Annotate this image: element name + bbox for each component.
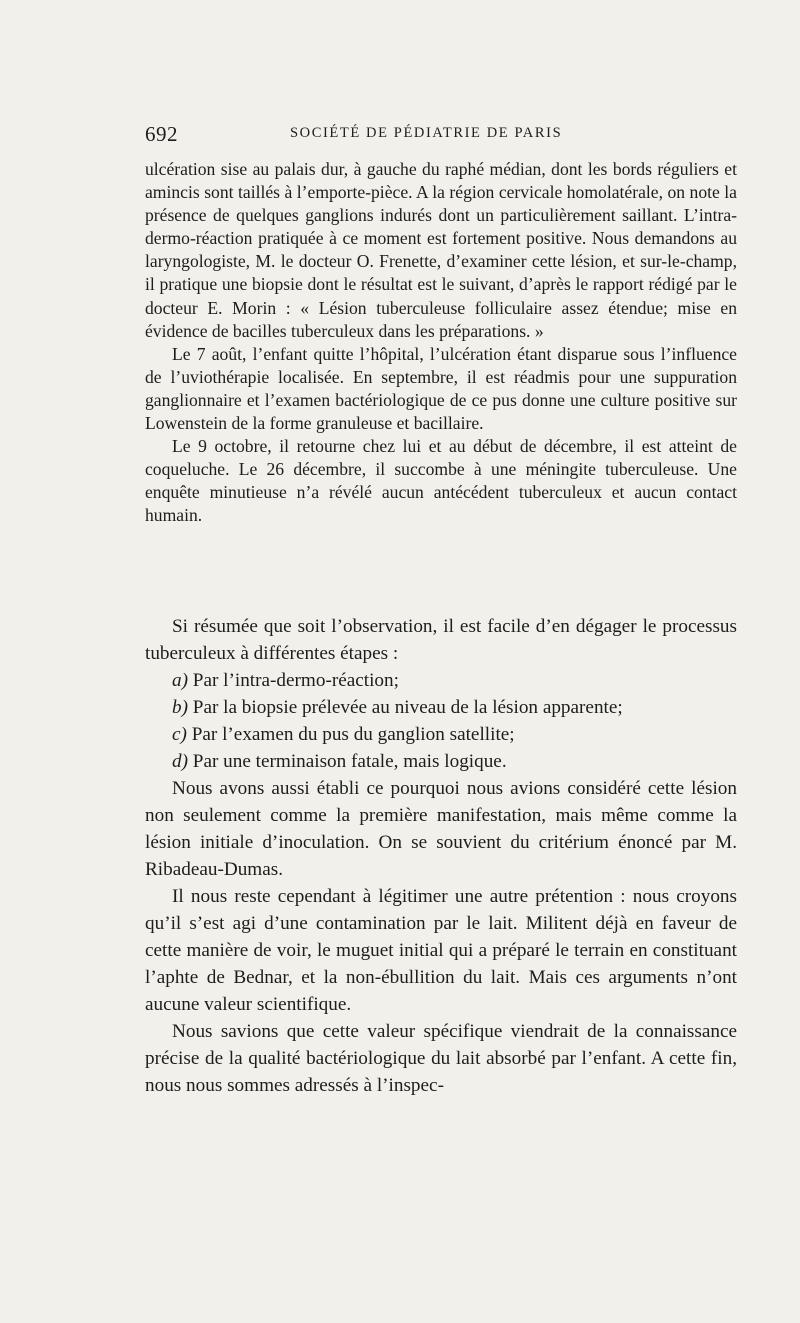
journal-title: SOCIÉTÉ DE PÉDIATRIE DE PARIS (290, 125, 563, 141)
list-item-letter: d) (172, 751, 188, 772)
list-item (145, 721, 737, 748)
list-item (145, 694, 737, 721)
paragraph-continuation: ulcération sise au palais dur, à gauche du raphé médian, dont les bords réguliers et amincis sont taillés à l’emporte-pièce. A la région cervicale homolatérale, on note la présence de quelques ganglions indurés dont un particulièrement saillant. L’intra-dermo-réaction pratiquée à ce moment est fortement positive. Nous demandons au laryngologiste, M. le docteur O. Frenette, d’examiner cette lésion, et sur-le-champ, il pratique une biopsie dont le résultat est le suivant, d’après le rapport rédigé par le docteur E. Morin : « Lésion tuberculeuse folliculaire assez étendue; mise en évidence de bacilles tuberculeux dans les préparations. » (145, 159, 737, 341)
list-item-letter: b) (172, 697, 188, 718)
list-item-text: Par l’examen du pus du ganglion satellite; (191, 724, 515, 745)
list-item-text: Par une terminaison fatale, mais logique. (192, 751, 507, 772)
list-item-letter: c) (172, 724, 187, 745)
paragraph-october: Le 9 octobre, il retourne chez lui et au début de décembre, il est atteint de coqueluche. Le 26 décembre, il succombe à une méningite tuberculeuse. Une enquête minutieuse n’a révélé aucun antécédent tuberculeux et aucun contact humain. (145, 436, 737, 526)
page-number: 692 (145, 122, 178, 146)
paragraph-bacteriology: Nous savions que cette valeur spécifique viendrait de la connaissance précise de la qualité bactériologique du lait absorbé par l’enfant. A cette fin, nous nous sommes adressés à l’inspec- (145, 1021, 737, 1096)
paragraph-lesion: Nous avons aussi établi ce pourquoi nous avions considéré cette lésion non seulement comme la première manifestation, mais même comme la lésion initiale d’inoculation. On se souvient du critérium énoncé par M. Ribadeau-Dumas. (145, 778, 737, 880)
observation-text (145, 158, 737, 528)
list-item-text: Par l’intra-dermo-réaction; (192, 670, 399, 691)
paragraph-milk: Il nous reste cependant à légitimer une autre prétention : nous croyons qu’il s’est agi d’une contamination par le lait. Militent déjà en faveur de cette manière de voir, le muguet initial qui a préparé le terrain en constituant l’aphte de Bednar, et la non-ébullition du lait. Mais ces arguments n’ont aucune valeur scientifique. (145, 886, 737, 1015)
list-item (145, 748, 737, 775)
paragraph-august: Le 7 août, l’enfant quitte l’hôpital, l’ulcération étant disparue sous l’influence de l’uviothérapie localisée. En septembre, il est réadmis pour une suppuration ganglionnaire et l’examen bactériologique de ce pus donne une culture positive sur Lowenstein de la forme granuleuse et bacillaire. (145, 343, 737, 434)
list-item-letter: a) (172, 670, 188, 691)
list-item (145, 667, 737, 694)
discussion-text (145, 613, 737, 1099)
running-head (145, 122, 735, 148)
list-item-text: Par la biopsie prélevée au niveau de la lésion apparente; (192, 697, 623, 718)
paragraph-summary: Si résumée que soit l’observation, il est facile d’en dégager le processus tuberculeux à différentes étapes : (145, 616, 737, 664)
